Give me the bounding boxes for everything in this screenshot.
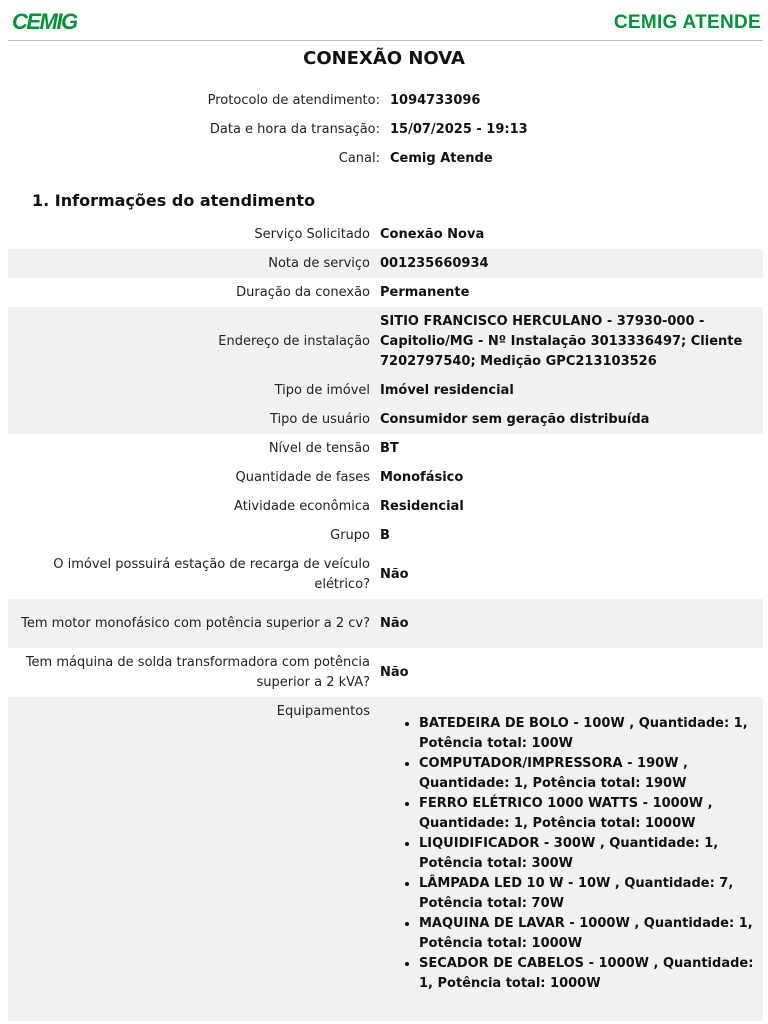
datetime-value: 15/07/2025 - 19:13 [390,122,528,137]
field-label: Quantidade de fases [235,469,370,485]
field-value: Não [380,664,409,680]
datetime-label: Data e hora da transação: [209,122,380,137]
field-value: B [380,527,390,543]
table-row [8,278,763,307]
page-header [8,0,763,41]
field-label: Tem motor monofásico com potência superior a 2 cv? [21,615,370,631]
field-value: SITIO FRANCISCO HERCULANO - 37930-000 - Capitolio/MG - Nº Instalação 3013336497; Cliente 7202797540; Medição GPC213103526 [380,313,743,369]
equipment-row [8,697,763,1021]
field-value: Residencial [380,498,464,514]
field-label: Tipo de imóvel [274,382,370,398]
list-item: • FERRO ELÉTRICO 1000 WATTS - 1000W , Quantidade: 1, Potência total: 1000W [419,794,759,834]
table-row [8,463,763,492]
equipment-label: Equipamentos [276,704,370,719]
table-row [8,434,763,463]
table-row [8,220,763,249]
table-row [8,405,763,434]
field-value: Permanente [380,284,470,300]
table-row [8,599,763,648]
list-item: • SECADOR DE CABELOS - 1000W , Quantidade: 1, Potência total: 1000W [419,954,759,994]
table-row [8,550,763,599]
equipment-value [380,697,763,1010]
list-item: • COMPUTADOR/IMPRESSORA - 190W , Quantidade: 1, Potência total: 190W [419,754,759,794]
cemig-logo: CEMIG [12,9,77,34]
field-label: O imóvel possuirá estação de recarga de veículo elétrico? [53,556,370,592]
field-value: Conexão Nova [380,226,485,242]
field-label: Nível de tensão [268,440,370,456]
info-table [8,220,763,1021]
field-value: BT [380,440,399,456]
field-label: Tipo de usuário [269,411,370,427]
channel-value: Cemig Atende [390,151,493,166]
field-value: Não [380,615,409,631]
field-label: Tem máquina de solda transformadora com potência superior a 2 kVA? [25,654,370,690]
field-label: Endereço de instalação [218,333,370,349]
equipment-list [380,697,759,1010]
channel-label: Canal: [338,151,380,166]
table-row [8,521,763,550]
field-value: 001235660934 [380,255,489,271]
field-label: Nota de serviço [268,255,370,271]
page-title: CONEXÃO NOVA [303,48,465,69]
list-item: • MAQUINA DE LAVAR - 1000W , Quantidade: 1, Potência total: 1000W [419,914,759,954]
list-item: • LÂMPADA LED 10 W - 10W , Quantidade: 7, Potência total: 70W [419,874,759,914]
cemig-atende-brand: CEMIG ATENDE [613,12,761,33]
table-row [8,648,763,697]
list-item: • LIQUIDIFICADOR - 300W , Quantidade: 1, Potência total: 300W [419,834,759,874]
protocol-value: 1094733096 [390,93,481,108]
field-value: Monofásico [380,469,464,485]
table-row [8,249,763,278]
field-value: Consumidor sem geração distribuída [380,411,650,427]
field-label: Atividade econômica [234,498,370,514]
section-title-informacoes: 1. Informações do atendimento [32,191,316,210]
table-row [8,307,763,376]
list-item: • BATEDEIRA DE BOLO - 100W , Quantidade: 1, Potência total: 100W [419,714,759,754]
protocol-label: Protocolo de atendimento: [207,93,380,108]
field-label: Serviço Solicitado [254,226,370,242]
table-row [8,376,763,405]
field-label: Grupo [330,527,370,543]
field-label: Duração da conexão [236,284,370,300]
table-row [8,492,763,521]
field-value: Imóvel residencial [380,382,514,398]
field-value: Não [380,566,409,582]
